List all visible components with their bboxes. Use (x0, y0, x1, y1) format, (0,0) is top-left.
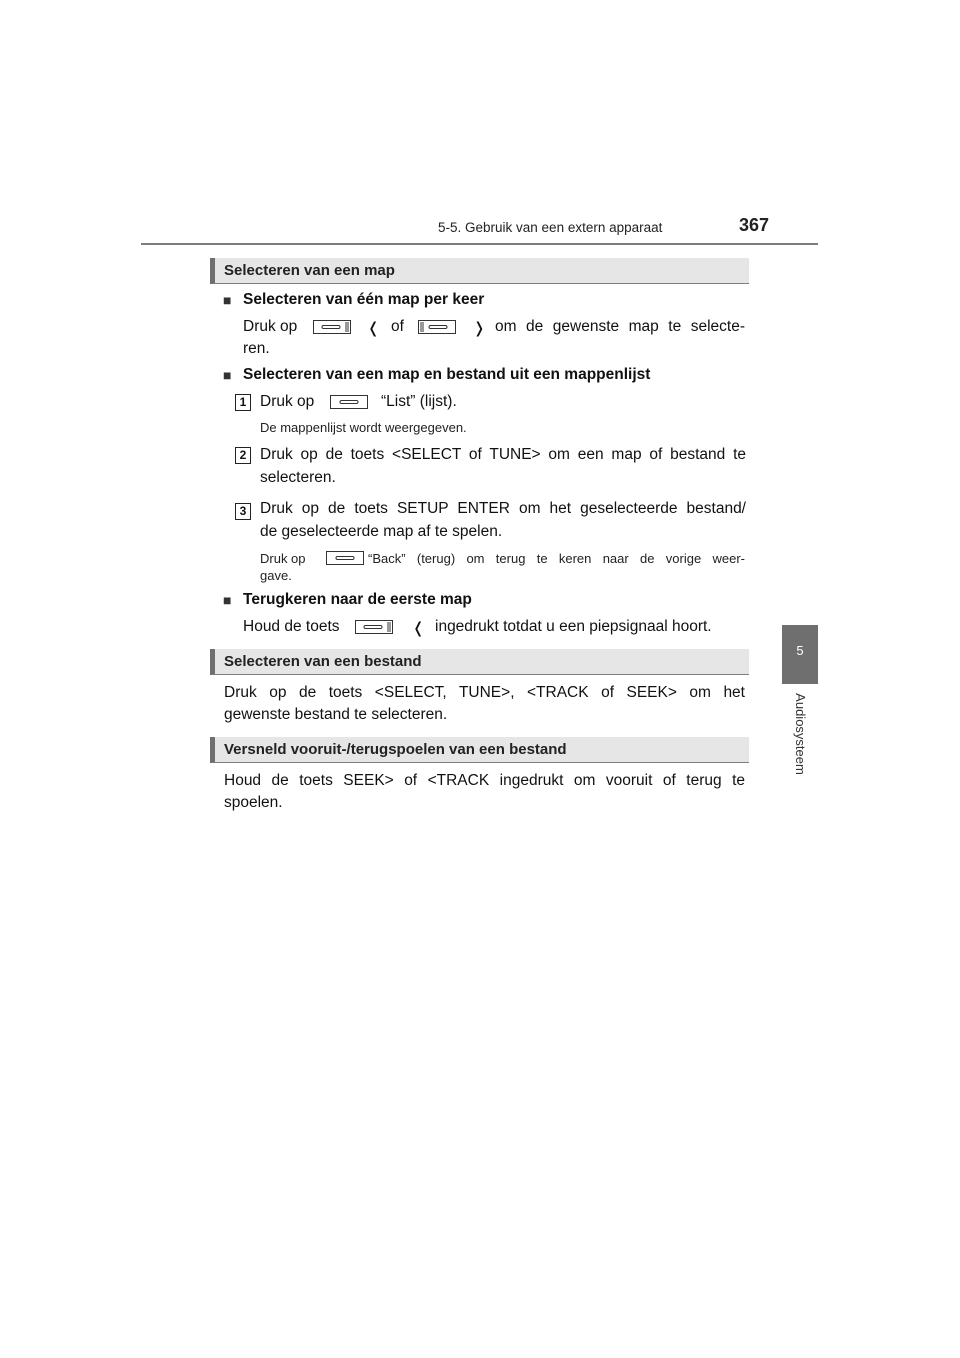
chapter-number: 5 (796, 643, 804, 658)
square-bullet-icon: ■ (223, 367, 232, 383)
sub3-text-post: ingedrukt totdat u een piepsignaal hoort. (435, 618, 712, 635)
step3-note-post-inner: “Back” (terug) om terug te keren naar de vorige weer- (368, 551, 745, 566)
chevron-left-icon: ❬ (412, 620, 425, 637)
step2-line1 (260, 446, 746, 464)
bestand-line1-inner: Druk op de toets <SELECT, TUNE>, <TRACK of SEEK> om het (224, 684, 745, 701)
step2-line2: selecteren. (260, 469, 336, 486)
back-button-icon (326, 551, 364, 565)
step-number-2: 2 (235, 447, 251, 464)
square-bullet-icon: ■ (223, 592, 232, 608)
sub3-text-pre: Houd de toets (243, 618, 340, 635)
step3-note-post (368, 551, 745, 566)
chevron-right-icon: ❭ (473, 320, 486, 337)
list-button-icon (330, 395, 368, 409)
header-rule (141, 243, 818, 245)
chevron-left-icon: ❬ (367, 320, 380, 337)
sub1-text-mid: of (391, 318, 404, 335)
square-bullet-icon: ■ (223, 292, 232, 308)
step-number-1: 1 (235, 394, 251, 411)
step3-line2: de geselecteerde map af te spelen. (260, 523, 503, 540)
step1-text-post: “List” (lijst). (381, 393, 457, 410)
step1-note: De mappenlijst wordt weergegeven. (260, 420, 467, 435)
step3-note-pre: Druk op (260, 551, 306, 566)
sub1-text-pre: Druk op (243, 318, 298, 335)
section-breadcrumb: 5-5. Gebruik van een extern apparaat (438, 220, 663, 235)
spoelen-line1-inner: Houd de toets SEEK> of <TRACK ingedrukt om vooruit of terug te (224, 772, 745, 789)
section-heading-map: Selecteren van een map (210, 258, 749, 284)
subheading-folder-list: Selecteren van een map en bestand uit een mappenlijst (243, 366, 651, 383)
bestand-line2: gewenste bestand te selecteren. (224, 706, 448, 723)
page-number: 367 (739, 215, 770, 235)
step-number-3: 3 (235, 503, 251, 520)
bestand-line1 (224, 684, 745, 702)
step2-line1-inner: Druk op de toets <SELECT of TUNE> om een map of bestand te (260, 446, 746, 463)
seek-up-button-icon (418, 320, 456, 334)
sub1-text-post-inner: om de gewenste map te selecte- (495, 318, 745, 335)
seek-down-button-icon (313, 320, 351, 334)
sub1-text-cont: ren. (243, 340, 270, 357)
step3-note-cont: gave. (260, 568, 292, 583)
chapter-label: Audiosysteem (793, 693, 808, 775)
step1-text-pre: Druk op (260, 393, 315, 410)
spoelen-line2: spoelen. (224, 794, 283, 811)
step3-line1-inner: Druk op de toets SETUP ENTER om het geselecteerde bestand/ (260, 500, 746, 517)
spoelen-line1 (224, 772, 745, 790)
sub1-text-post (495, 318, 745, 336)
seek-down-button-icon (355, 620, 393, 634)
subheading-first-folder: Terugkeren naar de eerste map (243, 591, 472, 608)
subheading-one-folder: Selecteren van één map per keer (243, 291, 485, 308)
section-heading-spoelen: Versneld vooruit-/terugspoelen van een bestand (210, 737, 749, 763)
step3-line1 (260, 500, 746, 518)
section-heading-bestand: Selecteren van een bestand (210, 649, 749, 675)
